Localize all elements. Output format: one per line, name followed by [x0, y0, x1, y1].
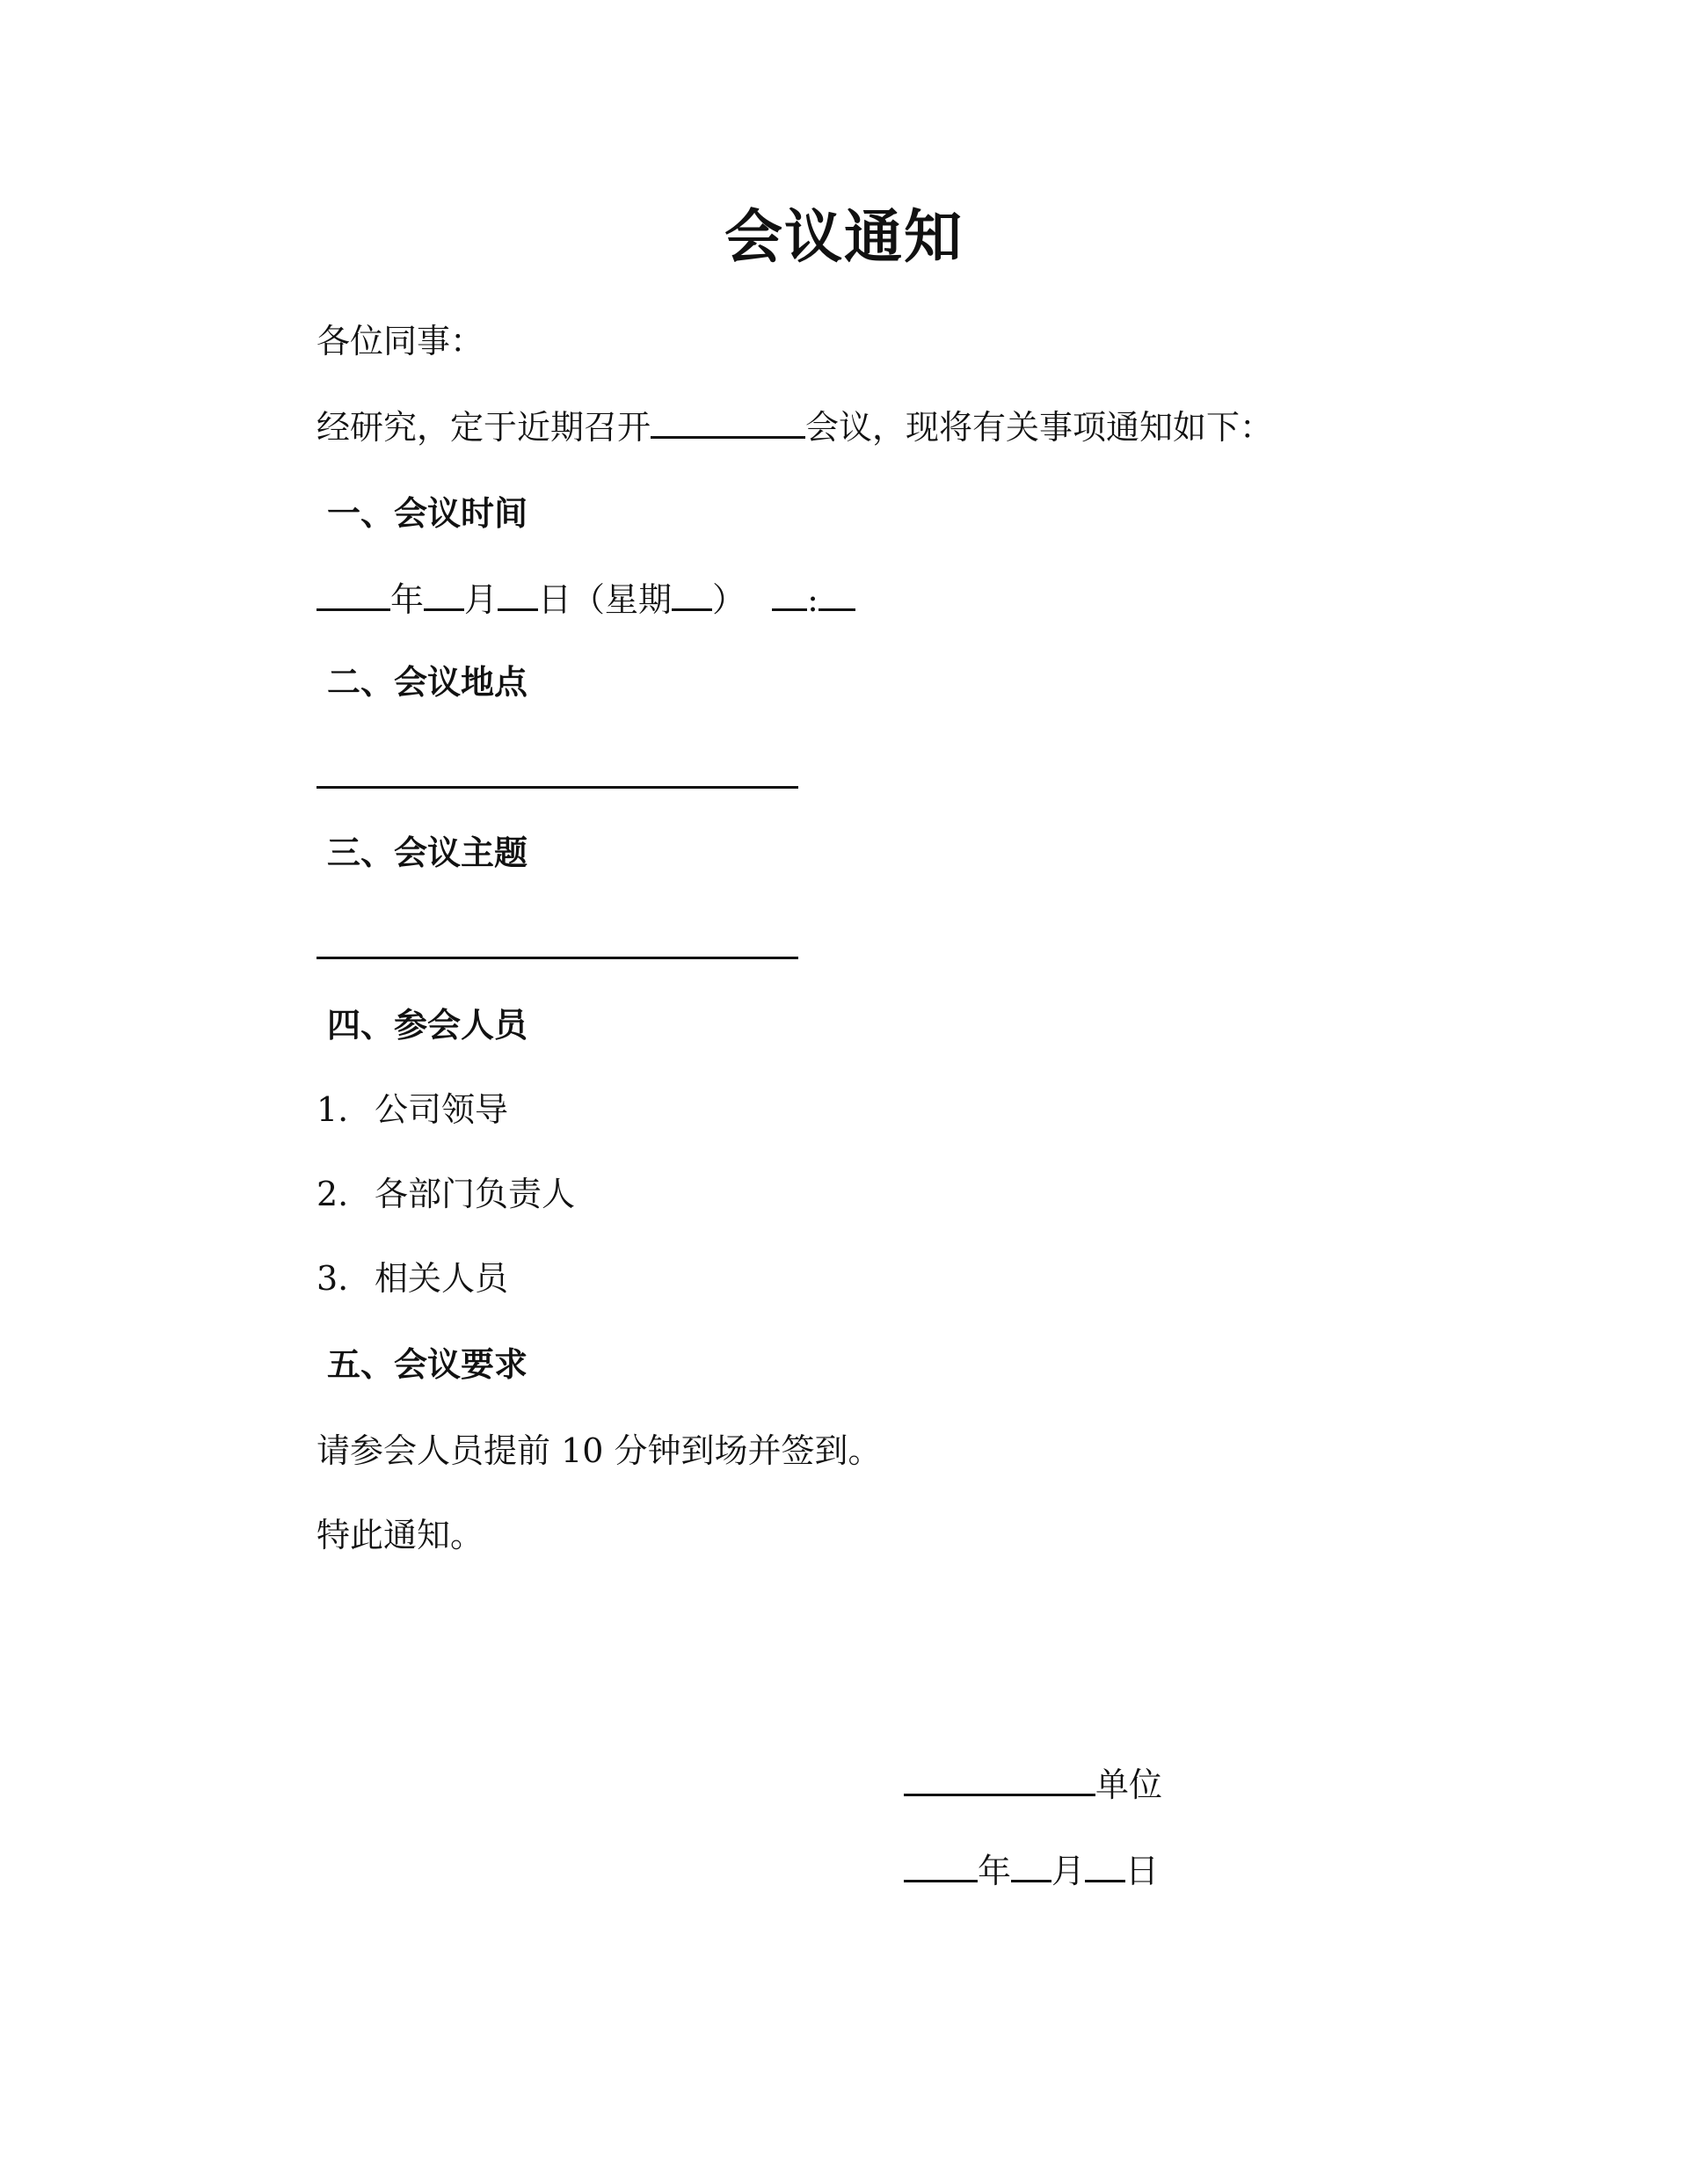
signature-year-blank	[904, 1850, 978, 1882]
requirements-text: 请参会人员提前 10 分钟到场并签到。	[316, 1431, 882, 1470]
time-colon: :	[807, 580, 819, 619]
topic-blank	[316, 957, 798, 959]
weekday-close: ）	[712, 580, 746, 619]
signature-day-label: 日	[1125, 1852, 1160, 1890]
weekday-blank	[672, 579, 712, 611]
month-label: 月	[464, 580, 498, 619]
attendee-list-item	[316, 1257, 508, 1299]
greeting: 各位同事：	[316, 322, 484, 360]
month-blank	[424, 579, 464, 611]
meeting-time-line	[316, 579, 855, 621]
signature-date-line	[904, 1850, 1159, 1892]
attendee-number: 1.	[316, 1090, 349, 1129]
section-heading-time: 一、会议时间	[327, 494, 528, 533]
document-title: 会议通知	[724, 203, 964, 271]
attendee-number: 2.	[316, 1175, 349, 1213]
meeting-name-blank	[651, 406, 805, 439]
signature-month-blank	[1011, 1850, 1051, 1882]
signature-year-label: 年	[978, 1852, 1012, 1890]
intro-paragraph	[316, 406, 1273, 448]
signature-unit-line	[904, 1764, 1162, 1806]
intro-text-after: 会议，现将有关事项通知如下：	[805, 408, 1274, 447]
unit-label: 单位	[1095, 1765, 1163, 1804]
minute-blank	[819, 579, 855, 611]
signature-day-blank	[1085, 1850, 1125, 1882]
attendee-label: 公司领导	[375, 1090, 509, 1129]
day-blank	[498, 579, 538, 611]
attendee-list-item	[316, 1173, 575, 1215]
section-heading-requirements: 五、会议要求	[327, 1345, 528, 1384]
attendee-number: 3.	[316, 1259, 349, 1298]
section-heading-topic: 三、会议主题	[327, 834, 528, 872]
closing-text: 特此通知。	[316, 1516, 484, 1554]
section-heading-location: 二、会议地点	[327, 663, 528, 702]
hour-blank	[772, 579, 807, 611]
unit-name-blank	[904, 1764, 1095, 1796]
attendee-label: 相关人员	[375, 1259, 509, 1298]
section-heading-attendees: 四、参会人员	[327, 1006, 528, 1045]
signature-month-label: 月	[1051, 1852, 1086, 1890]
attendee-label: 各部门负责人	[375, 1175, 576, 1213]
year-label: 年	[390, 580, 425, 619]
attendee-list-item	[316, 1088, 508, 1131]
year-blank	[316, 579, 390, 611]
location-blank	[316, 786, 798, 789]
day-weekday-label: 日（星期	[538, 580, 673, 619]
intro-text-before: 经研究，定于近期召开	[316, 408, 651, 447]
